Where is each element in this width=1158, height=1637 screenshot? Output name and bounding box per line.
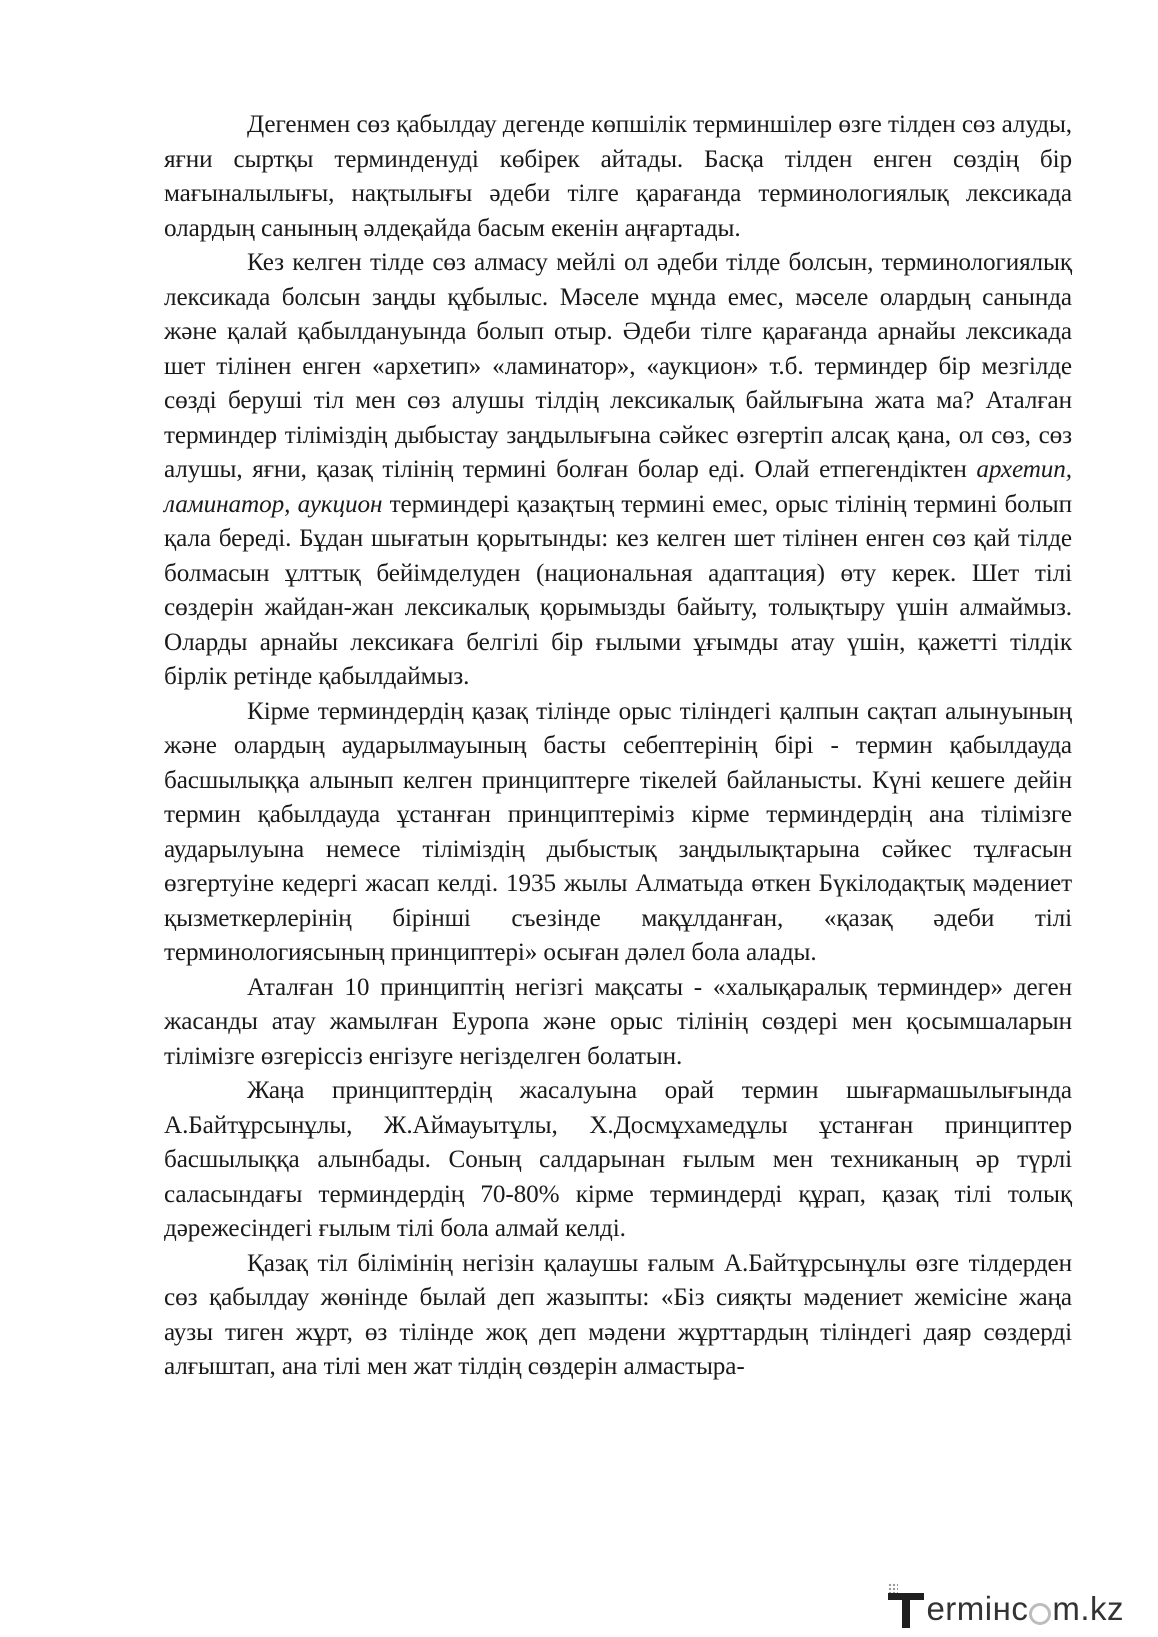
paragraph-2-text: Кез келген тілде сөз алмасу мейлі ол әдеби тілде болсын, терминологиялық лексикада болсын заңды құбылыс. Мәселе мұнда емес, мәселе олардың санында және қалай қабылдануында болып отыр. Әдеби тілге қарағанда арнайы лексикада шет тілінен енген «архетип» «ламинатор», «аукцион» т.б. терминдер бір мезгілде сөзді беруші тіл мен сөз алушы тілдің лексикалық байлығына жата ма? Аталған терминдер тіліміздің дыбыстау заңдылығына сәйкес өзгертіп алсақ қана, ол сөз, сөз алушы, яғни, қазақ тілінің термині болған болар еді. Олай етпегендіктен xyxy=(164,249,1072,483)
paragraph-2 xyxy=(164,246,1072,695)
logo-t-icon xyxy=(888,1583,924,1629)
logo-text-part2: m.kz xyxy=(1052,1590,1124,1627)
italic-terms: архетип, ламинатор, аукцион xyxy=(164,456,1072,518)
document-body xyxy=(164,108,1072,1385)
paragraph-4: Аталған 10 принциптің негізгі мақсаты - «халықаралық терминдер» деген жасанды атау жамылған Еуропа және орыс тілінің сөздері мен қосымшаларын тілімізге өзгеріссіз енгізуге негізделген болатын. xyxy=(164,973,1072,1070)
logo-o-icon xyxy=(1029,1603,1051,1625)
paragraph-1: Дегенмен сөз қабылдау дегенде көпшілік терминшілер өзге тілден сөз алуды, яғни сыртқы терминденуді көбірек айтады. Басқа тілден енген сөздің бір мағыналылығы, нақтылығы әдеби тілге қарағанда терминологиялық лексикада олардың санының әлдеқайда басым екенін аңғартады. xyxy=(164,111,1072,242)
logo-text-part1: ermінc xyxy=(926,1590,1029,1627)
paragraph-5: Жаңа принциптердің жасалуына орай термин шығармашылығында А.Байтұрсынұлы, Ж.Аймауытұлы, Х.Досмұхамедұлы ұстанған принциптер басшылыққа алынбады. Соның салдарынан ғылым мен техниканың әр түрлі саласындағы терминдердің 70-80% кірме терминдерді құрап, қазақ тілі толық дәрежесіндегі ғылым тілі бола алмай келді. xyxy=(164,1077,1072,1242)
paragraph-3: Кірме терминдердің қазақ тілінде орыс тіліндегі қалпын сақтап алынуының және олардың аударылмауының басты себептерінің бірі - термин қабылдауда басшылыққа алынып келген принциптерге тікелей байланысты. Күні кешеге дейін термин қабылдауда ұстанған принциптеріміз кірме терминдердің ана тілімізге аударылуына немесе тіліміздің дыбыстық заңдылықтарына сәйкес тұлғасын өзгертуіне кедергі жасап келді. 1935 жылы Алматыда өткен Бүкілодақтық мәдениет қызметкерлерінің бірінші съезінде мақұлданған, «қазақ әдеби тілі терминологиясының принциптері» осыған дәлел бола алады. xyxy=(164,697,1072,966)
paragraph-6: Қазақ тіл білімінің негізін қалаушы ғалым А.Байтұрсынұлы өзге тілдерден сөз қабылдау жөнінде былай деп жазыпты: «Біз сияқты мәдениет жемісіне жаңа аузы тиген жұрт, өз тілінде жоқ деп мәдени жұрттардың тіліндегі даяр сөздерді алғыштап, ана тілі мен жат тілдің сөздерін алмастыра- xyxy=(164,1249,1072,1380)
termincom-logo xyxy=(888,1573,1124,1629)
paragraph-2-continuation: терминдері қазақтың термині емес, орыс тілінің термині болып қала береді. Бұдан шығатын қорытынды: кез келген шет тілінен енген сөз қай тілде болмасын ұлттық бейімделуден (национальная адаптация) өту керек. Шет тілі сөздерін жайдан-жан лексикалық қорымызды байыту, толықтыру үшін алмаймыз. Оларды арнайы лексикаға белгілі бір ғылыми ұғымды атау үшін, қажетті тілдік бірлік ретінде қабылдаймыз. xyxy=(164,490,1072,690)
